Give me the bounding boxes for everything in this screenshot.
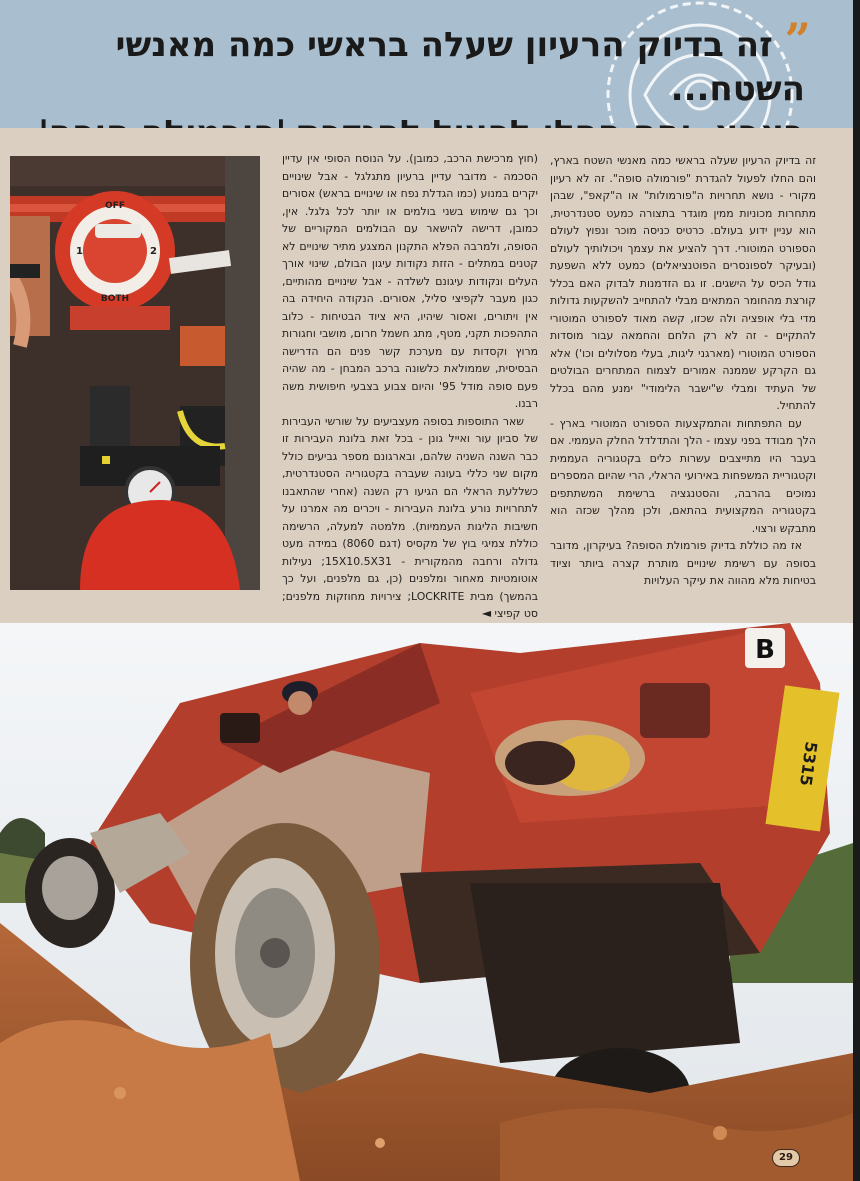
- quote-mark-open: ”: [784, 13, 805, 67]
- page-edge-shadow: [853, 0, 860, 1181]
- page-number: 29: [772, 1149, 800, 1167]
- switch-2-label: 2: [150, 246, 157, 257]
- hero-plate-text: 5315: [795, 740, 821, 788]
- article-paragraph: [282, 413, 538, 623]
- article-column-right: [550, 152, 816, 602]
- continue-arrow-icon: ◄: [481, 606, 492, 620]
- switch-off-label: OFF: [105, 201, 125, 211]
- article-paragraph: זה בדיוק הרעיון שעלה בראשי כמה מאנשי השטח בארץ, והם החלו לפעול להגדרת "פורמולה סופה". זה לא רעיון מקורי - נושא תחרויות ה"פורמולות" או ה"קאפ", שבהן מתחרות מכוניות ממין מוגדר בתצורה כמעט סטנדרטית, הוא עניין ידוע בעולם. כרטיס כניסה מוכר ונפוץ לעולם הספורט המוטורי. דרך להציע את עצמך ויכולותיך לעולם (ובעיקר לספונסרים הפוטנציאלים) כמעט ללא השפעת גודל הכיס על הישגים. זו גם הזדמנות לבדוק האם בכלל קורצת מהחומר המתאים מבלי להתחייב להשקעות גדולות מדי בלי אופציה ולה שכזו, קשה מאוד לספורט המוטורי להתקיים - זה לא רק הלחם והחמאה עבור מוסדות הספורט המוטורי (מארגני ליגות, בעלי מסלולים וכו') אלא גם הקרקע שממנה אמורים לצמוח המתחרים הבולטים של העתיד ומבלי ש"ישבר הלימודי" ימנע מהם בכלל להתחיל.: [550, 154, 816, 412]
- inset-photo-illustration: [10, 156, 260, 590]
- hero-badge-letter: B: [755, 635, 775, 665]
- article-column-left: [282, 150, 539, 620]
- article-paragraph-text: שאר התוספות בסופה מעצביעים על שורשי העבירות של סביון עור ואייל גונן - בכל זאת בלונת העבירות זו כבר השנה השניה שלהם, ובארגונם מספר גביעים כולל מקום שני כללי בעונה שעברה בקטגוריה הסטנדרטית, כשללעת הראלי הם הגיעו רק השנה (אחרי שהתאבנו לתחרויות נורע בלונת העבירות - ויכרים מה אמרנו על חשיבות הליגות העממיות). מלמטה למעלה, הרשימה כוללת צמיגי בוץ של מקסיס (דגם 8060) במידה מעט גדולה ורחבה מהמקורית - 15X10.5X31; נעילות אוטומטיות מאחור ומלפנים (כן, גם מלפנים, ועל כך בהמשך) מבית LOCKRITE; צירויות מחוזקות מלפנים; סט קפיצי: [282, 414, 539, 620]
- inset-photo-battery-switch: [10, 156, 260, 590]
- hero-photo-illustration: [0, 623, 853, 1181]
- hero-photo-offroad-jeep: [0, 623, 853, 1181]
- article-paragraph: אז מה כוללת בדיוק פורמולת הסופה? בעיקרון, מדובר בסופה עם רשימת שינויים מותרת קצרה ביותר וציוד בטיחות מלא מהווה את עיקר העלויות: [550, 539, 816, 587]
- article-paragraph: (חוץ מרכישת הרכב, כמובן). על הנוסח הסופי אין עדיין הסכמה - מדובר עדיין ברעיון מתגלגל - אבל שינויים יקרים במנוע (כמו הגדלת נפח או שינויים בראש) אסורים וכך גם שימוש בשני בולמים או יותר לכל גלגל. אין, כמובן, דרישה להישאר עם הבולמים המקוריים של הסופה, ולמרבה הפלא התקנון המצגע מתיר שינויים לא קטנים במתלים - הזזת נקודות עיגון הבולם, שינוי אורך העלים ונקודות עיגונם לשלדה - אבל שינויים מהותיים, כגון מעבר לקפיצי סליל, אסורים. הנקודה היחידה בה אין ויתורים, ואסור שיהיו, היא ציוד הבטיחות - כלוב התהפכות תקני, מטף, מתג חשמל חרום, מושבי וחגורות מרוץ וקסדות עם מערכת קשר פנים הם הדרישה הבסיסית, שממולאת כלשונה ברכב המבחן - מה שהיה פעם סופה מודל 95' והיום צבוע בצבעי חיפושית משה רבנו.: [282, 152, 538, 410]
- switch-1-label: 1: [76, 246, 83, 257]
- switch-both-label: BOTH: [100, 294, 130, 304]
- article-paragraph: עם התפתחות והתמקצעות הספורט המוטורי בארץ - הלך מבודד בפני עצמו - הלך והתדלדל החלק העממי. אם בעבר היו מתייצבים עשרות כלים בקטגוריה העממית וקטגוריית המשפחות באירועי הראלי, הרי שהיום המספרים נמוכים בהרבה, והסטנגציה ברשימת המשתתפים בקטגוריה המקצועית בהתאם, ולכן מהלך שכזה הוא מתבקש ורצוי.: [550, 416, 816, 535]
- headline-line-1: [15, 13, 805, 111]
- headline-line-1-text: זה בדיוק הרעיון שעלה בראשי כמה מאנשי השטח...: [115, 25, 805, 109]
